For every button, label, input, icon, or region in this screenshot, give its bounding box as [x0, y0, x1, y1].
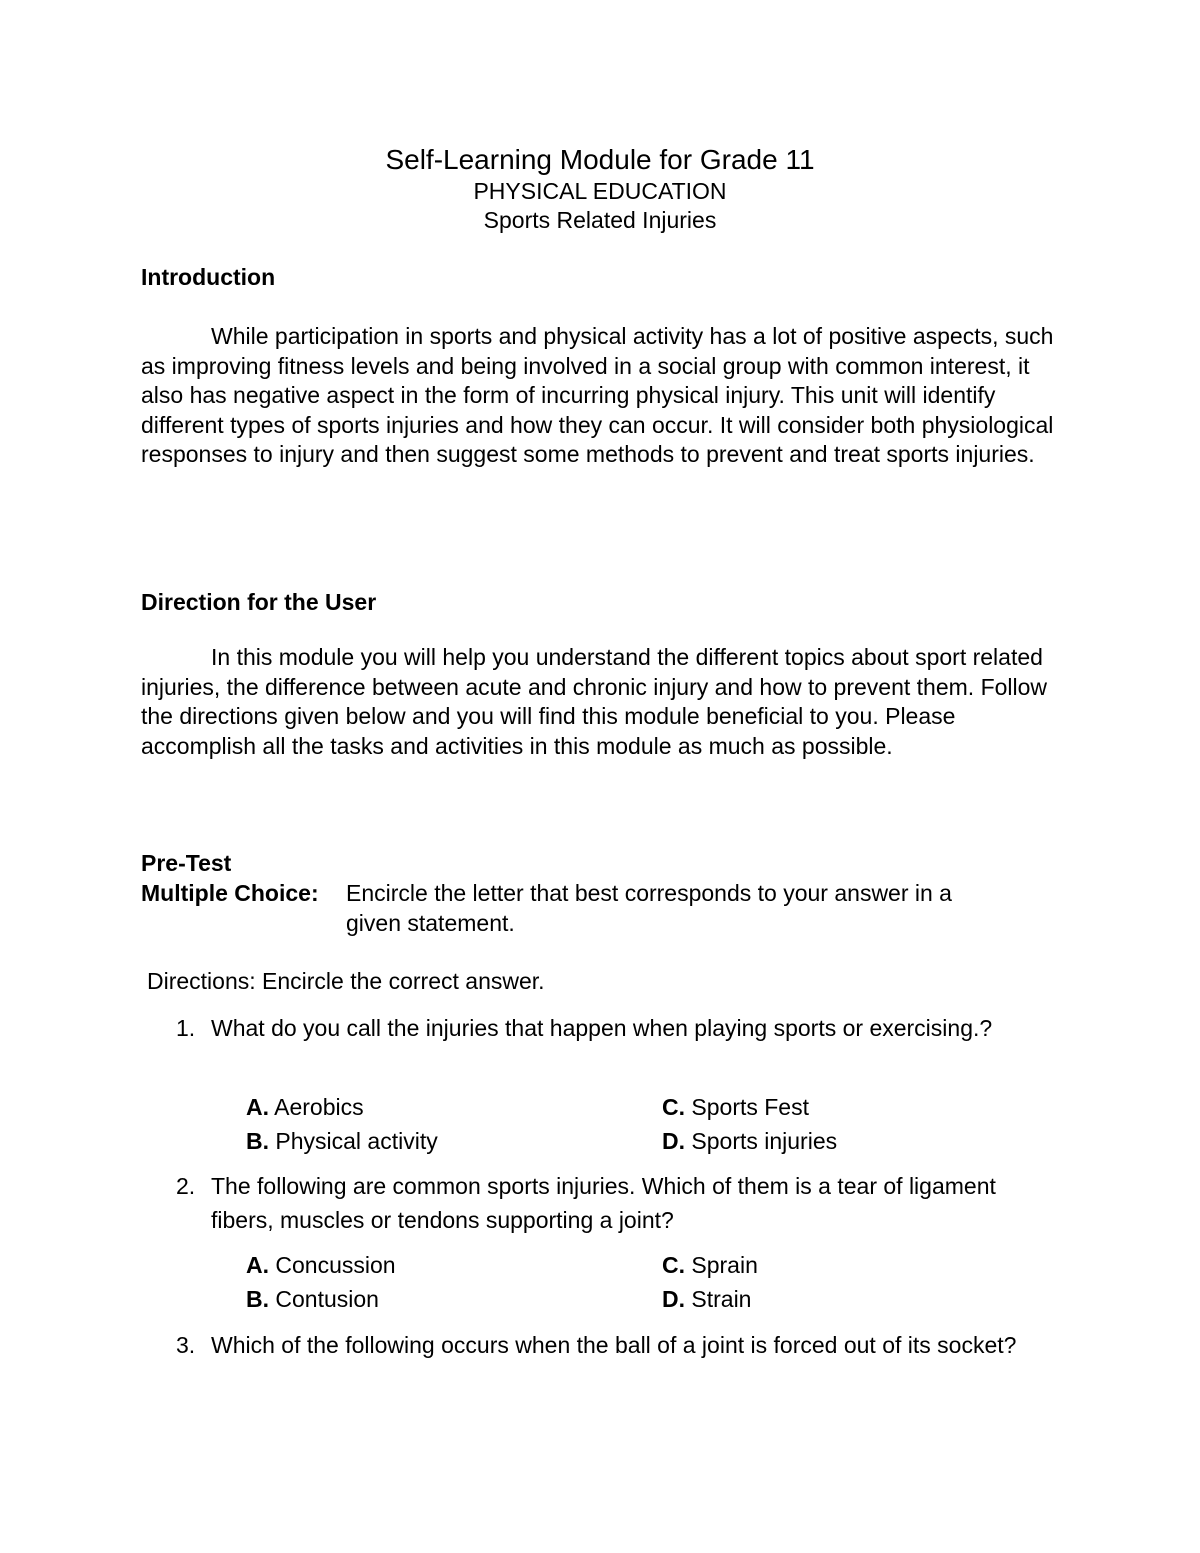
choice-text: Sports injuries — [691, 1128, 838, 1154]
answer-choice[interactable] — [662, 1282, 751, 1316]
answer-choice[interactable] — [246, 1124, 438, 1158]
answer-choice[interactable] — [662, 1124, 837, 1158]
answer-choice[interactable] — [662, 1248, 758, 1282]
multiple-choice-label: Multiple Choice: — [141, 880, 319, 906]
answer-choice[interactable] — [246, 1090, 364, 1124]
choice-letter: A. — [246, 1094, 269, 1120]
question-text: Which of the following occurs when the ball of a joint is forced out of its socket? — [211, 1332, 1017, 1358]
choice-letter: B. — [246, 1128, 269, 1154]
choice-letter: C. — [662, 1094, 685, 1120]
choice-text: Sports Fest — [691, 1094, 809, 1120]
choice-letter: C. — [662, 1252, 685, 1278]
question-text: What do you call the injuries that happen when playing sports or exercising.? — [211, 1015, 993, 1041]
introduction-heading: Introduction — [141, 264, 276, 290]
choice-text: Aerobics — [274, 1094, 364, 1120]
module-topic: Sports Related Injuries — [483, 207, 717, 233]
choice-letter: B. — [246, 1286, 269, 1312]
question-number: 1. — [176, 1015, 196, 1041]
direction-paragraph: In this module you will help you understand the different topics about sport related injuries, the difference between acute and chronic injury and how to prevent them. Follow the directions given below and you will find this module beneficial to you. Please accomplish all the tasks and activities in this module as much as possible. — [141, 644, 1048, 759]
introduction-paragraph: While participation in sports and physical activity has a lot of positive aspects, such as improving fitness levels and being involved in a social group with common interest, it also has negative aspect in the form of incurring physical injury. This unit will identify different types of sports injuries and how they can occur. It will consider both physiological responses to injury and then suggest some methods to prevent and treat sports injuries. — [141, 323, 1054, 467]
answer-choice[interactable] — [662, 1090, 809, 1124]
choice-text: Strain — [691, 1286, 752, 1312]
multiple-choice-instruction-line1: Encircle the letter that best corresponds to your answer in a — [346, 880, 952, 906]
choice-text: Sprain — [691, 1252, 758, 1278]
choice-text: Contusion — [275, 1286, 379, 1312]
choice-text: Physical activity — [275, 1128, 438, 1154]
choice-letter: D. — [662, 1128, 685, 1154]
module-title: Self-Learning Module for Grade 11 — [385, 144, 815, 175]
pretest-heading: Pre-Test — [141, 850, 232, 876]
question-text: The following are common sports injuries. Which of them is a tear of ligament fibers, muscles or tendons supporting a joint? — [211, 1173, 996, 1233]
direction-heading: Direction for the User — [141, 589, 377, 615]
module-subject: PHYSICAL EDUCATION — [473, 178, 727, 204]
choice-text: Concussion — [275, 1252, 396, 1278]
choice-letter: A. — [246, 1252, 269, 1278]
question-number: 2. — [176, 1173, 196, 1199]
answer-choice[interactable] — [246, 1282, 379, 1316]
choice-letter: D. — [662, 1286, 685, 1312]
answer-choice[interactable] — [246, 1248, 396, 1282]
multiple-choice-instruction-line2: given statement. — [346, 910, 515, 936]
pretest-directions: Directions: Encircle the correct answer. — [147, 968, 545, 994]
question-number: 3. — [176, 1332, 196, 1358]
